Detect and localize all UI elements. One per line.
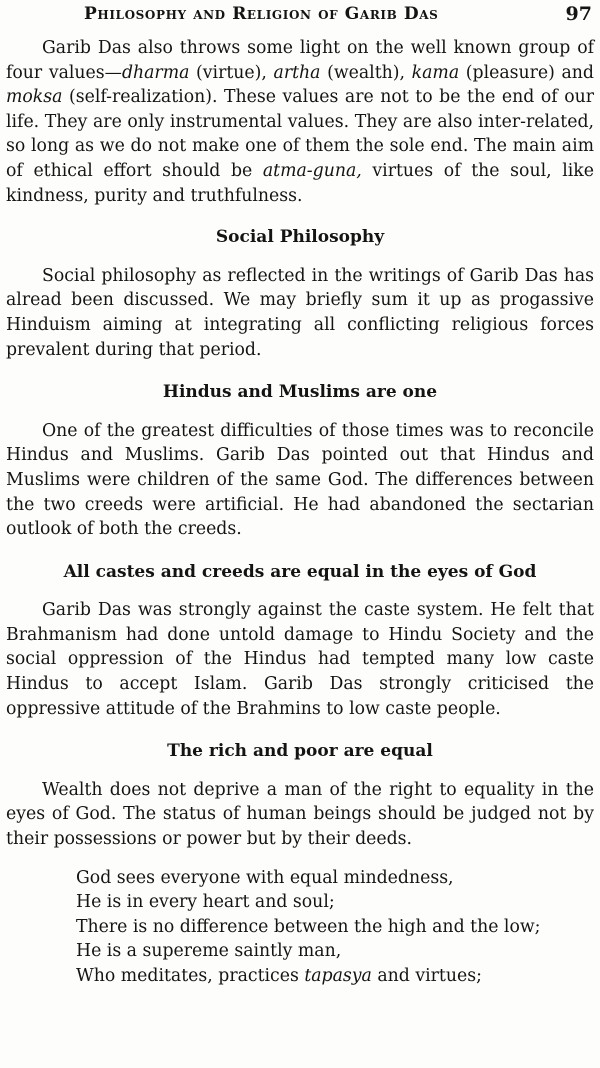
section-heading-hindus-muslims: Hindus and Muslims are one: [162, 382, 438, 403]
running-head: Philosophy and Religion of Garib Das: [84, 4, 439, 24]
page-body: [6, 36, 594, 989]
section-heading-castes-creeds: All castes and creeds are equal in the eyes of God: [63, 561, 537, 582]
paragraph-castes-creeds: Garib Das was strongly against the caste system. He felt that Brahmanism had done untold damage to Hindu Society and the social oppression of the Hindus had tempted many low caste Hindus to accept Islam. Garib Das strongly criticised the oppressive attitude of the Brahmins to low caste people.: [6, 600, 594, 719]
verse-line: He is a supereme saintly man,: [76, 941, 342, 962]
verse-line: He is in every heart and soul;: [76, 892, 335, 913]
verse-line: Who meditates, practices tapasya and virtues;: [76, 966, 482, 986]
verse-line: God sees everyone with equal mindedness,: [76, 867, 454, 888]
verse-quote: [76, 866, 594, 989]
section-heading-rich-poor: The rich and poor are equal: [167, 741, 433, 762]
verse-line: There is no difference between the high and the low;: [76, 916, 541, 937]
paragraph-social-philosophy: Social philosophy as reflected in the writings of Garib Das has alread been discussed. We may briefly sum it up as progassive Hinduism aiming at integrating all conflicting religious forces prevalent during that period.: [6, 265, 594, 360]
paragraph-four-values: Garib Das also throws some light on the well known group of four values—dharma (virtue), artha (wealth), kama (pleasure) and moksa (self-realization). These values are not to be the end of our life. They are only instrumental values. They are also inter-related, so long as we do not make one of them the sole end. The main aim of ethical effort should be atma-guna, virtues of the soul, like kindness, purity and truthfulness.: [6, 38, 594, 206]
paragraph-rich-poor: Wealth does not deprive a man of the right to equality in the eyes of God. The status of human beings should be judged not by their possessions or power but by their deeds.: [6, 779, 594, 850]
section-heading-social-philosophy: Social Philosophy: [215, 227, 385, 248]
page-header: [84, 2, 596, 30]
page-number: 97: [565, 3, 592, 25]
paragraph-hindus-muslims: One of the greatest difficulties of those times was to reconcile Hindus and Muslims. Garib Das pointed out that Hindus and Muslims were children of the same God. The differences between the two creeds were artificial. He had abandoned the sectarian outlook of both the creeds.: [6, 420, 594, 540]
